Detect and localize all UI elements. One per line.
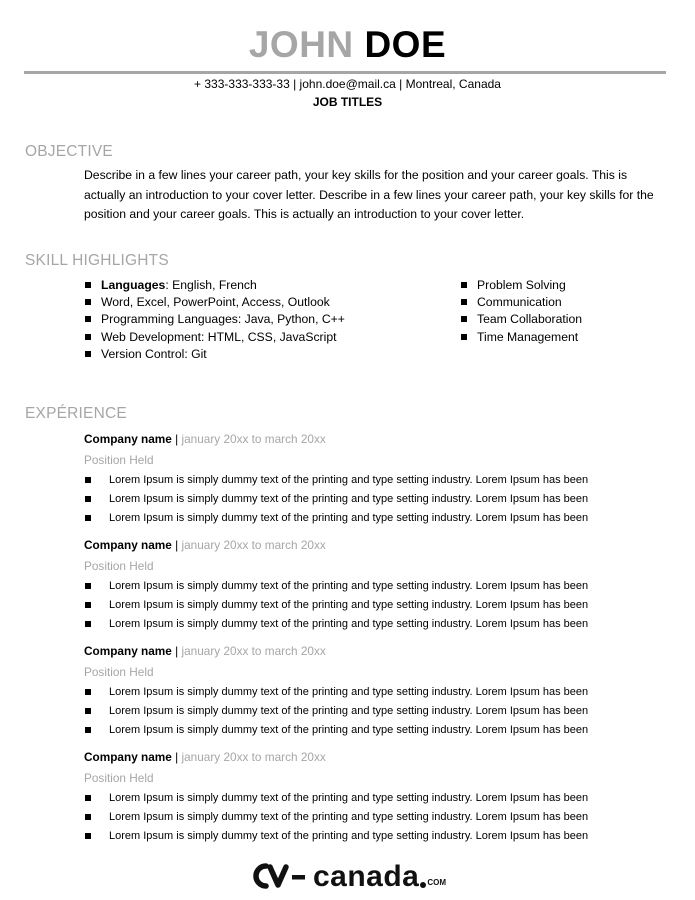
skill-item <box>84 277 345 294</box>
experience-entry <box>84 643 669 741</box>
skill-value: Web Development: HTML, CSS, JavaScript <box>101 329 337 344</box>
separator: | <box>175 644 179 658</box>
skill-value: : English, French <box>165 278 257 292</box>
experience-entry <box>84 537 669 635</box>
job-bullet: Lorem Ipsum is simply dummy text of the printing and type setting industry. Lorem Ipsum has been <box>84 808 669 827</box>
header-divider <box>24 71 666 74</box>
separator: | <box>175 432 179 446</box>
skills-list-left <box>84 277 345 363</box>
job-bullet: Lorem Ipsum is simply dummy text of the printing and type setting industry. Lorem Ipsum has been <box>84 577 669 596</box>
skill-item <box>84 311 345 328</box>
job-header <box>84 643 669 659</box>
company-name: Company name <box>84 644 172 658</box>
logo-suffix: COM <box>427 878 447 887</box>
separator: | <box>175 750 179 764</box>
skill-item <box>84 346 345 363</box>
skill-value: Programming Languages: Java, Python, C++ <box>101 312 345 327</box>
job-dates: january 20xx to march 20xx <box>181 644 326 658</box>
job-bullet: Lorem Ipsum is simply dummy text of the printing and type setting industry. Lorem Ipsum has been <box>84 471 669 490</box>
skill-item: Team Collaboration <box>460 311 582 328</box>
position-held: Position Held <box>84 453 154 467</box>
cv-logo-icon <box>249 858 309 894</box>
job-header <box>84 431 669 447</box>
job-bullet: Lorem Ipsum is simply dummy text of the printing and type setting industry. Lorem Ipsum has been <box>84 721 669 740</box>
experience-entry <box>84 749 669 847</box>
job-title: JOB TITLES <box>312 95 383 109</box>
logo-dot <box>420 882 426 888</box>
job-bullets <box>84 683 669 741</box>
skill-item: Communication <box>460 294 582 311</box>
skills-heading: SKILL HIGHLIGHTS <box>25 252 169 269</box>
logo-text: canada <box>312 860 420 893</box>
job-header <box>84 749 669 765</box>
skill-item: Problem Solving <box>460 277 582 294</box>
skill-label: Languages <box>101 278 166 292</box>
company-name: Company name <box>84 538 172 552</box>
contact-line: + 333-333-333-33 | john.doe@mail.ca | Montreal, Canada <box>194 77 501 91</box>
job-header <box>84 537 669 553</box>
job-bullet: Lorem Ipsum is simply dummy text of the printing and type setting industry. Lorem Ipsum has been <box>84 509 669 528</box>
skill-value: Version Control: Git <box>101 346 207 361</box>
skill-item <box>84 294 345 311</box>
job-dates: january 20xx to march 20xx <box>181 538 326 552</box>
job-bullet: Lorem Ipsum is simply dummy text of the printing and type setting industry. Lorem Ipsum has been <box>84 827 669 846</box>
job-bullet: Lorem Ipsum is simply dummy text of the printing and type setting industry. Lorem Ipsum has been <box>84 596 669 615</box>
job-bullets <box>84 577 669 635</box>
position-held: Position Held <box>84 665 154 679</box>
job-bullet: Lorem Ipsum is simply dummy text of the printing and type setting industry. Lorem Ipsum has been <box>84 702 669 721</box>
job-bullet: Lorem Ipsum is simply dummy text of the printing and type setting industry. Lorem Ipsum has been <box>84 490 669 509</box>
skill-item <box>84 329 345 346</box>
job-dates: january 20xx to march 20xx <box>181 432 326 446</box>
objective-text: Describe in a few lines your career path, your key skills for the position and your career goals. This is actually an introduction to your cover letter. Describe in a few lines your career path, your key skills for the position and your career goals. This is actually an introduction to your cover letter. <box>84 168 654 221</box>
job-bullet: Lorem Ipsum is simply dummy text of the printing and type setting industry. Lorem Ipsum has been <box>84 683 669 702</box>
skill-item: Time Management <box>460 329 582 346</box>
position-held: Position Held <box>84 559 154 573</box>
job-bullets <box>84 471 669 529</box>
position-held: Position Held <box>84 771 154 785</box>
candidate-name <box>0 22 695 68</box>
experience-entry <box>84 431 669 529</box>
separator: | <box>175 538 179 552</box>
experience-heading: EXPÉRIENCE <box>25 405 127 422</box>
company-name: Company name <box>84 750 172 764</box>
skill-value: Word, Excel, PowerPoint, Access, Outlook <box>101 295 330 310</box>
job-dates: january 20xx to march 20xx <box>181 750 326 764</box>
company-name: Company name <box>84 432 172 446</box>
last-name: DOE <box>364 24 447 65</box>
job-bullet: Lorem Ipsum is simply dummy text of the printing and type setting industry. Lorem Ipsum has been <box>84 789 669 808</box>
cv-canada-logo <box>0 858 695 899</box>
skills-list-right <box>460 277 582 346</box>
objective-heading: OBJECTIVE <box>25 143 113 160</box>
job-bullet: Lorem Ipsum is simply dummy text of the printing and type setting industry. Lorem Ipsum has been <box>84 615 669 634</box>
first-name: JOHN <box>248 24 354 65</box>
job-bullets <box>84 789 669 847</box>
